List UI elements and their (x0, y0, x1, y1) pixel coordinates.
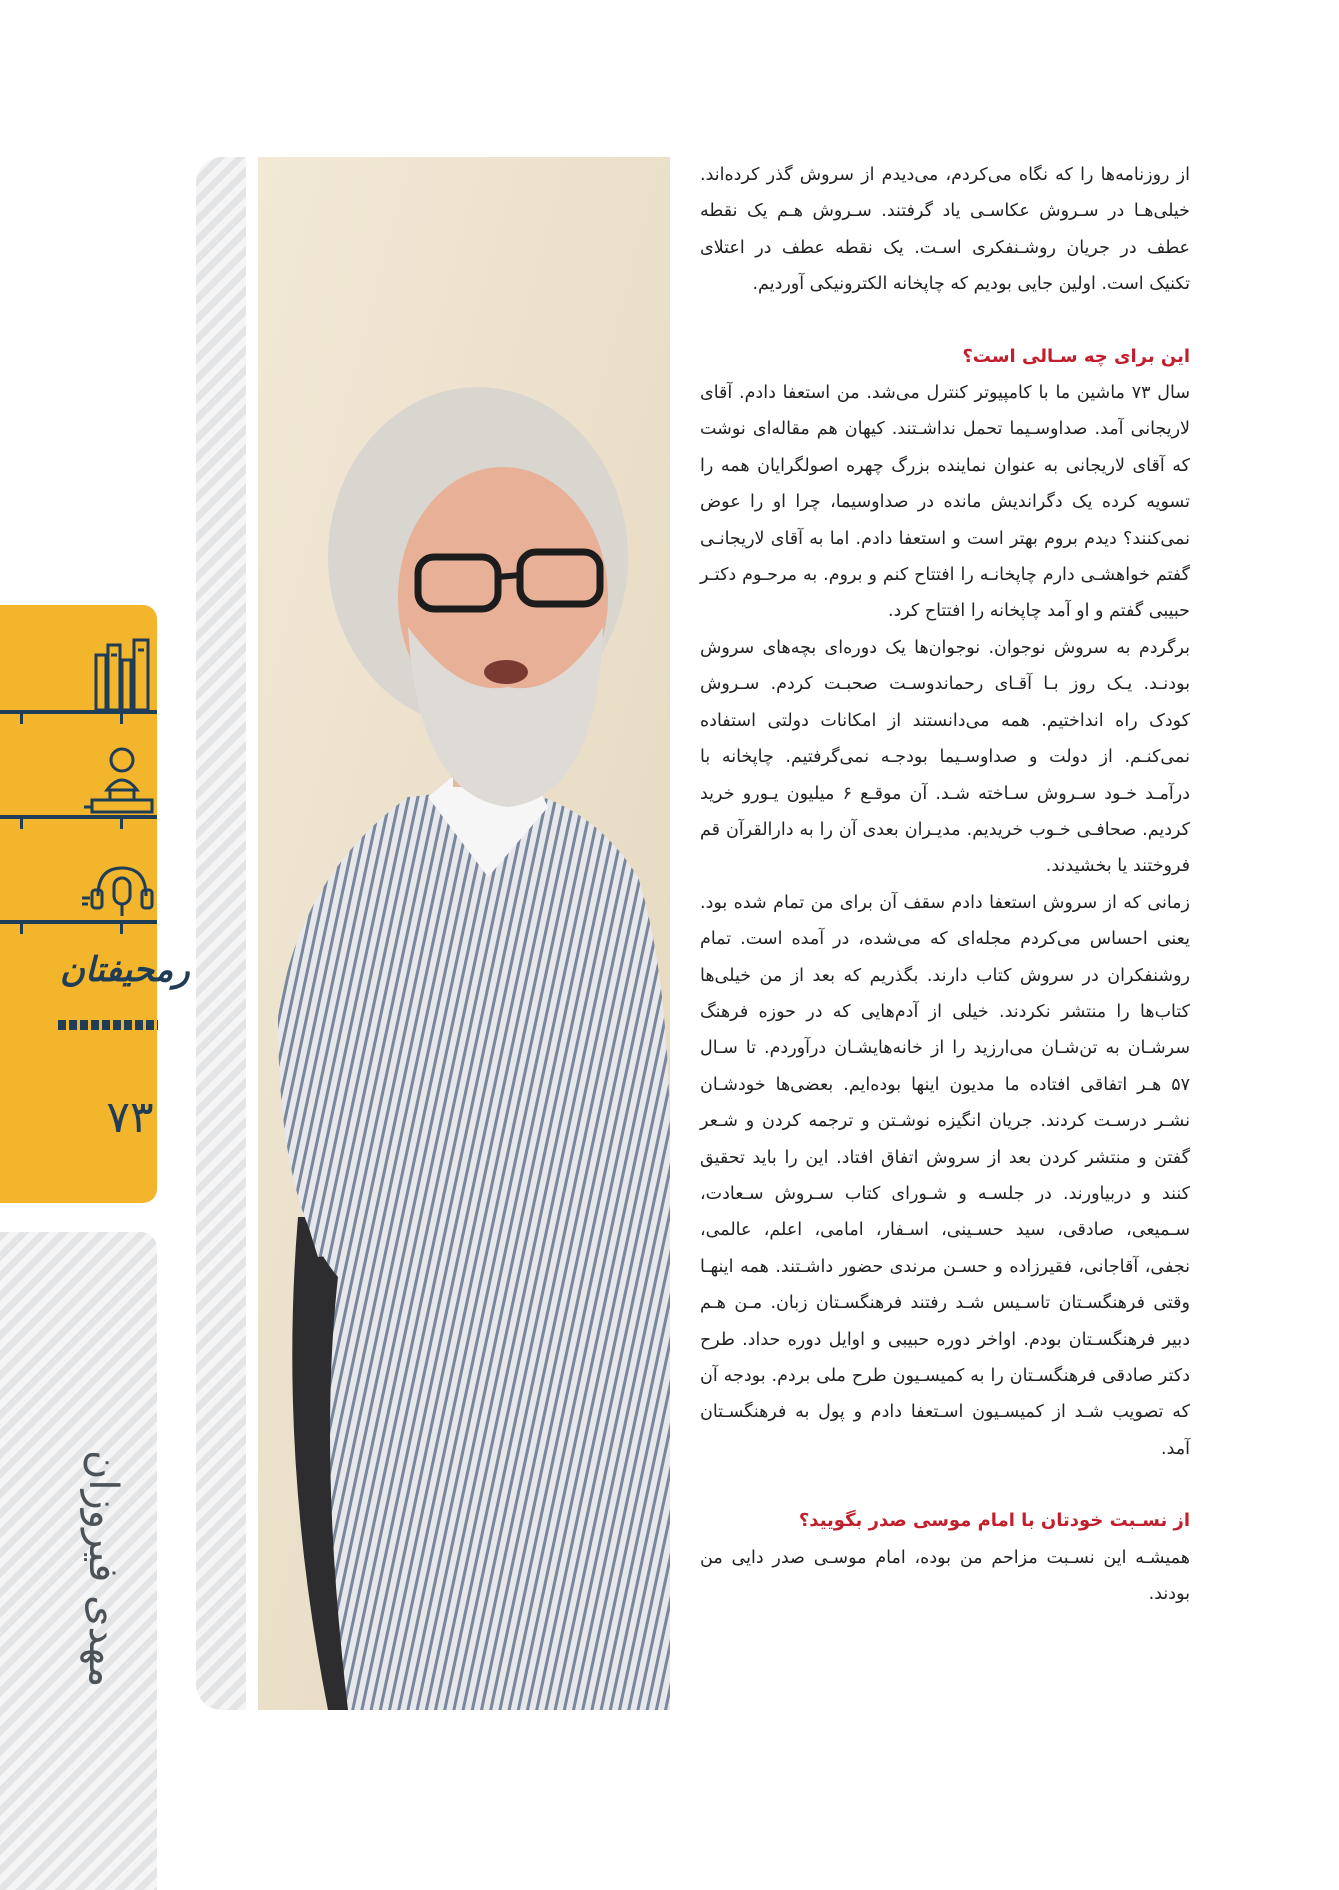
shelf-leg (20, 819, 23, 829)
shelf-leg (20, 714, 23, 724)
article-paragraph: برگردم به سروش نوجوان. نوجوان‌ها یک دوره‌ای بچه‌های سروش بودنـد. یـک روز بـا آقـای رحماندوسـت صحبـت کردم. سـروش کودک راه انداختیم. همه می‌دانستند از امکانات دولتی استفاده نمی‌کنـم. از دولت و صداوسـیما بودجـه نمی‌گرفتیم. چاپخانه با درآمـد خـود سـروش سـاخته شـد. آن موقـع ۶ میلیون یـورو خرید کردیم. صحافـی خـوب خریدیم. مدیـران بعدی آن را به دارالقرآن قم فروختند یا بخشیدند. (700, 637, 1190, 877)
shelf-leg (120, 819, 123, 829)
magazine-logo: رمحیفتان (60, 950, 190, 990)
interview-question: از نسـبت خودتان با امام موسی صدر بگویید؟ (798, 1510, 1190, 1532)
author-name: مهدی فیروزان (80, 1450, 126, 1688)
logo-underline (58, 1020, 158, 1030)
article-paragraph: همیشـه این نسـبت مزاحم من بوده، امام موسـی صدر دایی من بودند. (700, 1547, 1190, 1605)
shelf-leg (120, 924, 123, 934)
portrait-photo (258, 157, 670, 1710)
article-body (700, 157, 1190, 1612)
bust-statue-icon (82, 745, 156, 815)
article-paragraph: سال ۷۳ ماشین ما با کامپیوتر کنترل می‌شد. من استعفا دادم. آقای لاریجانی آمد. صداوسـیما تحمل نداشـتند. کیهان هم مقاله‌ای نوشت که آقای لاریجانی به عنوان نماینده بزرگ چهره اصولگرایان همه را تسویه کرده یک دگراندیش مانده در صداوسیما، چرا او را عوض نمی‌کنند؟ دیدم بروم بهتر است و استعفا دادم. اما به آقای لاریجانـی گفتم خواهشـی دارم چاپخانـه را افتتاح کنم و بروم. به مرحـوم دکتـر حبیبی گفتم و او آمد چاپخانه را افتتاح کرد. (700, 383, 1190, 622)
shelf-line (0, 815, 157, 819)
author-name-tab (0, 1232, 157, 1890)
shelf-line (0, 710, 157, 714)
decorative-stripe-strip (196, 157, 246, 1710)
shelf-leg (20, 924, 23, 934)
bookshelf-icon (92, 635, 154, 710)
portrait-illustration (258, 157, 670, 1710)
paragraph-gap (700, 303, 1190, 339)
section-tab (0, 605, 190, 1203)
paragraph-gap (700, 1467, 1190, 1503)
page-number: ۷۳ (106, 1092, 154, 1143)
interview-question: این برای چه سـالی است؟ (962, 345, 1190, 367)
microphone-headset-icon (82, 860, 156, 920)
shelf-leg (120, 714, 123, 724)
article-paragraph: از روزنامه‌ها را که نگاه می‌کردم، می‌دیدم از سروش گذر کرده‌اند. خیلی‌هـا در سـروش عکاسـی یاد گرفتند. سـروش هـم یک نقطه عطف در جریان روشـنفکری اسـت. یک نقطه عطف در اعتلای تکنیک است. اولین جایی بودیم که چاپخانه الکترونیکی آوردیم. (700, 165, 1190, 295)
shelf-line (0, 920, 157, 924)
article-paragraph: زمانی که از سروش استعفا دادم سقف آن برای من تمام شده بود. یعنی احساس می‌کردم مجله‌ای که می‌شده، در آمده است. تمام روشنفکران در سروش کتاب دارند. بگذریم که بعد از من خیلی‌ها کتاب‌ها را منتشر نکردند. خیلی از آدم‌هایی که در حوزه فرهنگ سرشـان به تن‌شـان می‌ارزید را از خانه‌هایشـان درآوردم. تا سـال ۵۷ هـر اتفاقی افتاده ما مدیون اینها بوده‌ایم. بعضی‌ها خودشـان نشـر درسـت کردند. جریان انگیزه نوشـتن و ترجمه کردن و شـعر گفتن و منتشر کردن بعد از سروش اتفاق افتاد. این را باید تحقیق کنند و دربیاورند. در جلسـه و شـورای کتاب سـروش سـعادت، سـمیعی، صادقی، سید حسـینی، اسـفار، امامی، اعلم، عالمی، نجفی، آقاجانی، فقیرزاده و حسـن مرندی حضور داشـتند. همه اینهـا وقتی فرهنگسـتان تاسـیس شـد رفتند فرهنگسـتان زبان. مـن هـم دبیر فرهنگسـتان بودم. اواخر دوره حبیبی و اوایل دوره حداد. طرح دکتر صادقی فرهنگسـتان را به کمیسـیون طرح ملی بردم. بودجه آن که تصویب شـد از کمیسـیون اسـتعفا دادم و پول به فرهنگسـتان آمد. (700, 892, 1190, 1459)
